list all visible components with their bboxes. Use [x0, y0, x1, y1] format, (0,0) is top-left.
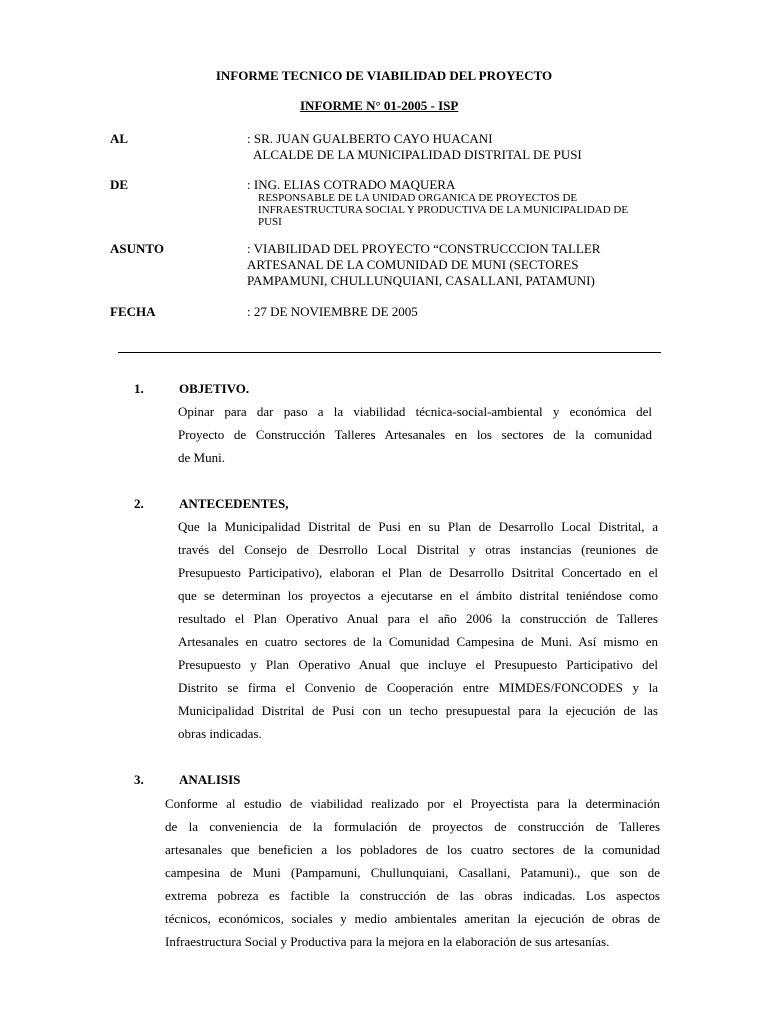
text-line: campesina de Muni (Pampamuni, Chullunquiani, Casallani, Patamuni)., que son de [165, 865, 660, 880]
text-line: Conforme al estudio de viabilidad realizado por el Proyectista para la determinación [165, 796, 660, 811]
de-sender-title-2: INFRAESTRUCTURA SOCIAL Y PRODUCTIVA DE LA MUNICIPALIDAD DE [258, 204, 629, 216]
text-line: que se determinan los proyectos a ejecutarse en el ámbito distrital teniéndose como [178, 588, 658, 603]
text-line: artesanales que beneficien a los pobladores de los cuatro sectores de la comunidad [165, 842, 660, 857]
text-line: Opinar para dar paso a la viabilidad técnica-social-ambiental y económica del [178, 404, 652, 419]
de-sender-title-1: RESPONSABLE DE LA UNIDAD ORGANICA DE PROYECTOS DE [258, 192, 578, 204]
fecha-value: : 27 DE NOVIEMBRE DE 2005 [247, 304, 418, 319]
document-title: INFORME TECNICO DE VIABILIDAD DEL PROYECTO [215, 68, 553, 83]
section-1-heading: OBJETIVO. [179, 381, 250, 396]
section-3-number: 3. [134, 772, 144, 787]
text-line: obras indicadas. [178, 726, 262, 741]
de-sender: : ING. ELIAS COTRADO MAQUERA [247, 177, 456, 192]
section-2-body [178, 515, 658, 745]
text-line: Que la Municipalidad Distrital de Pusi en su Plan de Desarrollo Local Distrital, a [178, 519, 658, 534]
text-line: Presupuesto y Plan Operativo Anual que incluye el Presupuesto Participativo del [178, 657, 658, 672]
de-label: DE [110, 177, 129, 192]
de-sender-title-3: PUSI [258, 216, 282, 228]
text-line: Proyecto de Construcción Talleres Artesanales en los sectores de la comunidad [178, 427, 652, 442]
separator-line [118, 352, 661, 353]
section-2-number: 2. [134, 496, 144, 511]
text-line: resultado el Plan Operativo Anual para el año 2006 la construcción de Talleres [178, 611, 658, 626]
text-line: de Muni. [178, 450, 225, 465]
asunto-line-1: : VIABILIDAD DEL PROYECTO “CONSTRUCCCION TALLER [247, 241, 601, 256]
asunto-line-2: ARTESANAL DE LA COMUNIDAD DE MUNI (SECTORES [247, 257, 579, 272]
text-line: Artesanales en cuatro sectores de la Comunidad Campesina de Muni. Así mismo en [178, 634, 658, 649]
text-line: Distrito se firma el Convenio de Cooperación entre MIMDES/FONCODES y la [178, 680, 658, 695]
al-recipient-title: ALCALDE DE LA MUNICIPALIDAD DISTRITAL DE PUSI [253, 147, 582, 162]
text-line: de la conveniencia de la formulación de proyectos de construcción de Talleres [165, 819, 660, 834]
al-label: AL [110, 131, 129, 146]
al-recipient: : SR. JUAN GUALBERTO CAYO HUACANI [247, 131, 493, 146]
section-2-heading: ANTECEDENTES, [179, 496, 289, 511]
asunto-label: ASUNTO [110, 241, 164, 256]
section-1-body [178, 400, 652, 469]
fecha-label: FECHA [110, 304, 156, 319]
asunto-line-3: PAMPAMUNI, CHULLUNQUIANI, CASALLANI, PATAMUNI) [247, 273, 595, 288]
section-1-number: 1. [134, 381, 144, 396]
section-3-heading: ANALISIS [179, 772, 241, 787]
text-line: través del Consejo de Desrrollo Local Distrital y otras instancias (reuniones de [178, 542, 658, 557]
text-line: Municipalidad Distrital de Pusi con un techo presupuestal para la ejecución de las [178, 703, 658, 718]
text-line: técnicos, económicos, sociales y medio ambientales ameritan la ejecución de obras de [165, 911, 660, 926]
report-number: INFORME N° 01-2005 - ISP [300, 98, 459, 113]
text-line: Infraestructura Social y Productiva para la mejora en la elaboración de sus artesanías. [165, 934, 610, 949]
text-line: Presupuesto Participativo), elaboran el Plan de Desarrollo Dsitrital Concertado en el [178, 565, 658, 580]
section-3-body [165, 792, 660, 953]
text-line: extrema pobreza es factible la construcción de las obras indicadas. Los aspectos [165, 888, 660, 903]
